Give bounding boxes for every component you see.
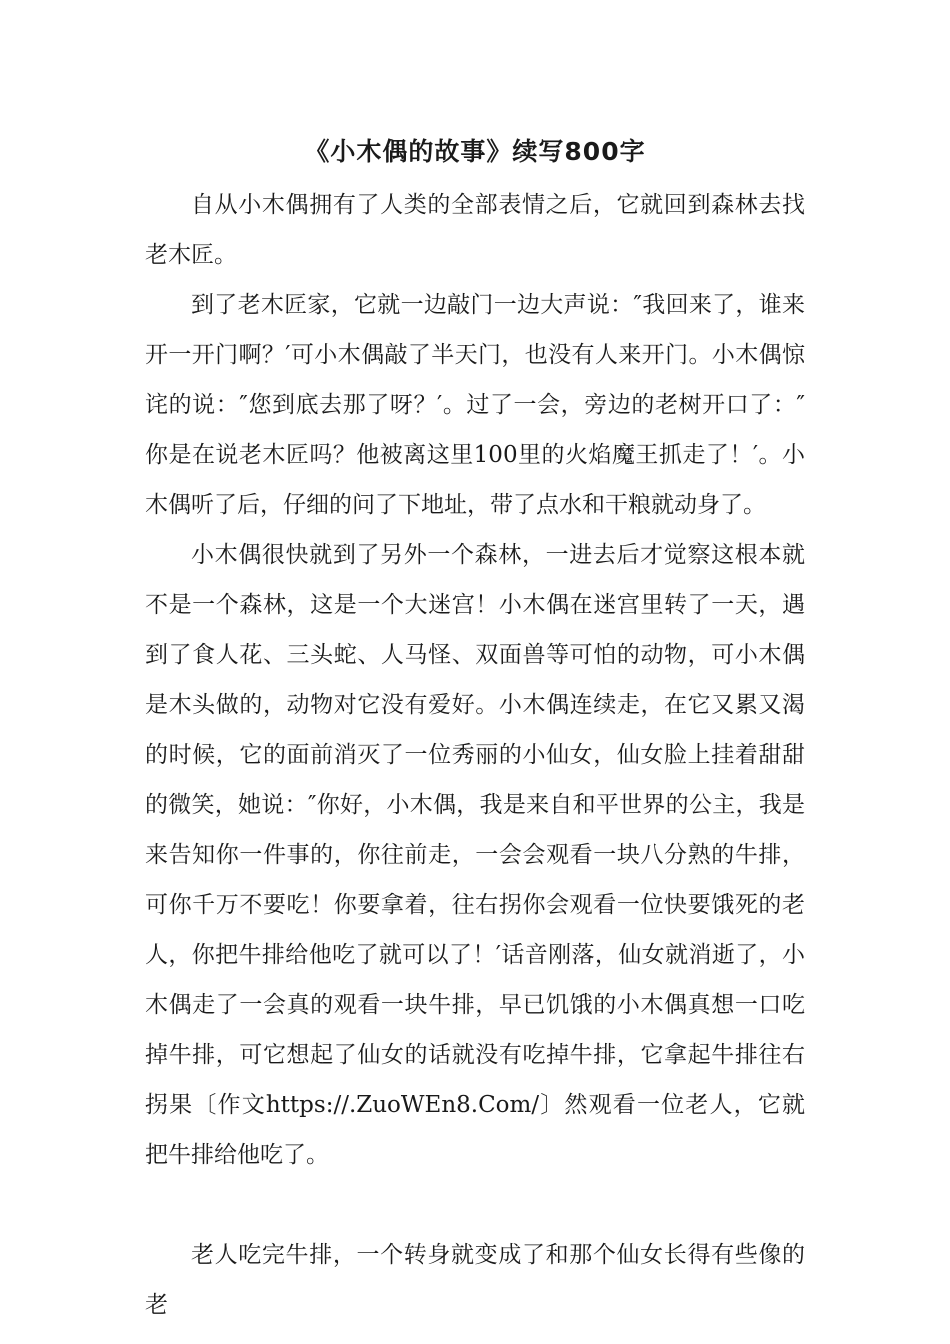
document-body [145, 180, 805, 1330]
paragraph-4: 老人吃完牛排，一个转身就变成了和那个仙女长得有些像的老 [145, 1242, 805, 1318]
paragraph-3: 小木偶很快就到了另外一个森林，一进去后才觉察这根本就不是一个森林，这是一个大迷宫！小木偶在迷宫里转了一天，遇到了食人花、三头蛇、人马怪、双面兽等可怕的动物，可小木偶是木头做的，动物对它没有爱好。小木偶连续走，在它又累又渴的时候，它的面前消灭了一位秀丽的小仙女，仙女脸上挂着甜甜的微笑，她说：″你好，小木偶，我是来自和平世界的公主，我是来告知你一件事的，你往前走，一会会观看一块八分熟的牛排，可你千万不要吃！你要拿着，往右拐你会观看一位快要饿死的老人，你把牛排给他吃了就可以了！′话音刚落，仙女就消逝了，小木偶走了一会真的观看一块牛排，早已饥饿的小木偶真想一口吃掉牛排，可它想起了仙女的话就没有吃掉牛排，它拿起牛排往右拐果〔作文https://.ZuoWEn8.Com/〕然观看一位老人，它就把牛排给他吃了。 [145, 542, 805, 1168]
document-title: 《小木偶的故事》续写800字 [304, 137, 646, 166]
paragraph-1: 自从小木偶拥有了人类的全部表情之后，它就回到森林去找老木匠。 [145, 192, 805, 268]
paragraph-2: 到了老木匠家，它就一边敲门一边大声说：″我回来了，谁来开一开门啊？′可小木偶敲了半天门，也没有人来开门。小木偶惊诧的说：″您到底去那了呀？′。过了一会，旁边的老树开口了：″你是在说老木匠吗？他被离这里100里的火焰魔王抓走了！′。小木偶听了后，仔细的问了下地址，带了点水和干粮就动身了。 [145, 292, 805, 518]
